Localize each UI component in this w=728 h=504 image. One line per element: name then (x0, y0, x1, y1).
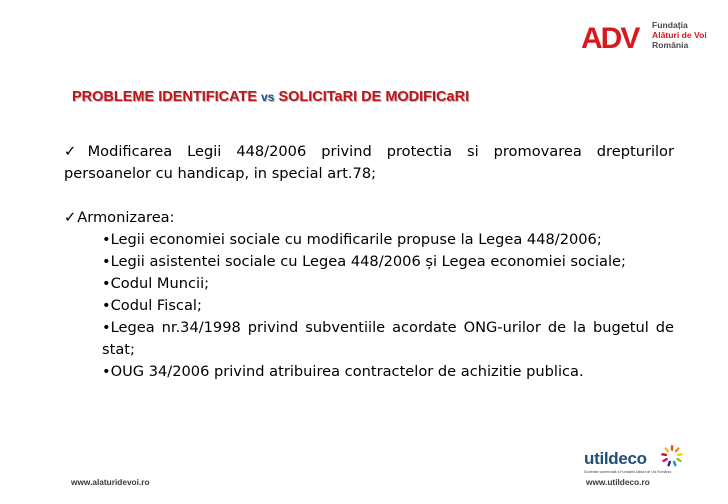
utildeco-logo (584, 444, 684, 474)
footer-url-alaturidevoi[interactable]: www.alaturidevoi.ro (71, 477, 150, 487)
sub-item: •Codul Fiscal; (102, 297, 202, 314)
sub-item: •Legii economiei sociale cu modificarile propuse la Legea 448/2006; (102, 231, 602, 248)
slide-content (64, 141, 674, 383)
footer-url-utildeco[interactable]: www.utildeco.ro (586, 477, 650, 487)
item2-heading: Armonizarea: (77, 209, 175, 226)
sunburst-icon (660, 444, 684, 468)
checkmark-icon: ✓ (64, 209, 77, 226)
slide-title (72, 89, 469, 105)
checkmark-icon: ✓ (64, 143, 87, 160)
adv-logo-text (652, 20, 707, 50)
sub-item: •Legii asistentei sociale cu Legea 448/2006 și Legea economiei sociale; (102, 253, 626, 270)
adv-logo-mark: ADV (581, 22, 639, 55)
adv-logo (581, 14, 711, 58)
adv-logo-line1: Fundația (652, 20, 688, 30)
title-vs: vs (261, 90, 275, 104)
utildeco-tagline: Societate comercială a Fundației Alături de Voi România (584, 470, 672, 474)
sub-item: •OUG 34/2006 privind atribuirea contractelor de achizitie publica. (102, 363, 584, 380)
adv-logo-line3: România (652, 40, 689, 50)
adv-logo-line2: Alături de Voi (652, 30, 707, 40)
title-part1: PROBLEME IDENTIFICATE (72, 89, 258, 105)
title-part2: SOLICITaRI DE MODIFICaRI (278, 89, 470, 105)
sub-item: •Legea nr.34/1998 privind subventiile acordate ONG-urilor de la bugetul de stat; (102, 319, 674, 358)
list-item-modificarea (64, 141, 674, 185)
utildeco-logo-word: utildeco (584, 449, 647, 468)
sub-item: •Codul Muncii; (102, 275, 210, 292)
item1-text: Modificarea Legii 448/2006 privind protectia si promovarea drepturilor persoanelor cu handicap, in special art.78; (64, 143, 674, 182)
list-item-armonizarea (64, 207, 674, 229)
